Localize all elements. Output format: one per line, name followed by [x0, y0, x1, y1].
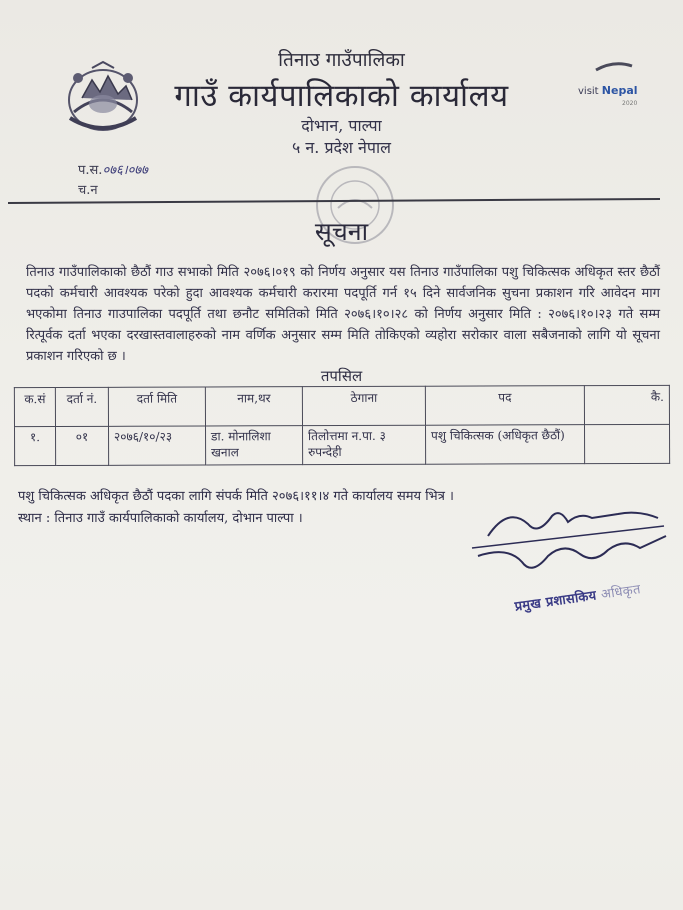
cell-reg-date: २०७६/१०/२३	[109, 426, 206, 465]
ps-value: ०७६।०७७	[102, 163, 148, 178]
cell-address: तिलोत्तमा न.पा. ३ रुपन्देही	[303, 425, 426, 464]
visit-label: visit	[578, 86, 599, 97]
designation-faded-text: अधिकृत	[600, 582, 642, 603]
col-address: ठेगाना	[302, 386, 425, 425]
cell-sn: १.	[15, 427, 56, 466]
table-title: तपसिल	[320, 367, 363, 385]
col-remarks: कै.	[584, 385, 669, 424]
col-name: नाम,थर	[205, 387, 302, 426]
nepal-label: Nepal	[601, 84, 638, 97]
col-reg-date: दर्ता मिति	[108, 387, 205, 426]
col-sn: क.सं	[14, 388, 55, 427]
contact-note: पशु चिकित्सक अधिकृत छैठौं पदका लागि संपर्क मिति २०७६।११।४ गते कार्यालय समय भित्र ।	[18, 489, 454, 504]
cell-reg-no: ०१	[56, 426, 109, 465]
ps-label: प.स.	[78, 163, 103, 178]
handwritten-signature	[468, 496, 668, 586]
col-post: पद	[425, 386, 584, 426]
notice-body: तिनाउ गाउँपालिकाको छैठौं गाउ सभाको मिति २०७६।०१९ को निर्णय अनुसार यस तिनाउ गाउँपालिका पशु चिकित्सक अधिकृत स्तर छैठौं पदको कर्मचारी आवश्यक परेको हुदा आवश्यक कर्मचारी करारमा पदपूर्ति गर्न १५ दिने सार्वजनिक सुचना प्रकाशन गरि आवेदन माग भएकोमा तिनाउ गाउपालिका पदपूर्ति तथा छनौट समितिको मिति २०७६।१०।२८ को निर्णय अनुसार मिति : २०७६।१०।२३ गते सम्म रित्पूर्वक दर्ता भएका दरखास्तवालाहरुको नाम वर्णिक अनुसार सम्म मिति तोकिएको व्यहोरा सरोकार वाला सबैजनाको लागि यो सूचना प्रकाशन गरिएको छ ।	[26, 265, 660, 364]
location-note: स्थान : तिनाउ गाउँ कार्यपालिकाको कार्यालय, दोभान पाल्पा ।	[18, 511, 303, 526]
table-row	[15, 424, 670, 465]
dispatch-number: च.न	[78, 183, 98, 198]
col-reg-no: दर्ता नं.	[55, 387, 108, 426]
reference-number	[78, 160, 148, 178]
notice-title: सूचना	[314, 217, 369, 246]
visit-nepal-year: 2020	[622, 100, 638, 107]
province-name: ५ न. प्रदेश नेपाल	[292, 138, 391, 157]
cell-name: डा. मोनालिशा खनाल	[206, 426, 303, 465]
office-name: गाउँ कार्यपालिकाको कार्यालय	[174, 78, 509, 114]
cell-remarks	[584, 424, 669, 463]
designation-text: प्रमुख प्रशासकिय	[513, 588, 598, 615]
cell-post: पशु चिकित्सक (अधिकृत छैठौं)	[425, 425, 584, 465]
table-header-row	[14, 385, 669, 426]
applicant-table	[14, 385, 670, 466]
office-address: दोभान, पाल्पा	[301, 116, 382, 135]
municipality-name: तिनाउ गाउँपालिका	[278, 49, 405, 71]
